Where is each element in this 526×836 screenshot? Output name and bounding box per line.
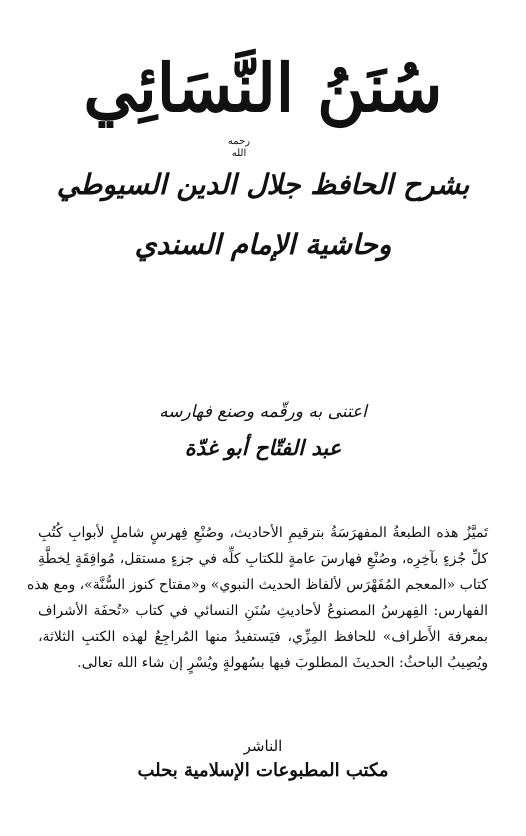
description-line: كلِّ جُزءٍ بآخِرِه، وصُنْعِ فهارسَ عامةٍ للكتابِ كلِّه في جزءٍ مستقل، مُوافِقَةٍ لِخطَّةِ bbox=[38, 551, 488, 567]
publisher-label: الناشر bbox=[243, 737, 283, 755]
description-line: الفهارس: الفِهرسُ المصنوعُ لأحاديثِ سُنَنِ النسائي في كتاب «تُحفَة الأشراف bbox=[38, 603, 488, 619]
description-line: بمعرفة الأَطراف» للحافظ المِزِّي، فيَستفيدُ منها المُراجِعُ لهذه الكتبِ الثلاثة، bbox=[38, 629, 488, 645]
publisher-name: مكتب المطبوعات الإسلامية بحلب bbox=[137, 760, 389, 781]
book-title: سُنَنُ النَّسَائِي bbox=[83, 49, 443, 127]
description-line: تَميَّزُ هذه الطبعةُ المفهرَسَةُ بترقيمِ الأحاديث، وصُنْعِ فِهرسٍ شاملٍ لأبوابِ كُتُبِ bbox=[38, 525, 488, 541]
editor-name: عبد الفتّاح أبو غدّة bbox=[184, 435, 342, 460]
edition-description bbox=[26, 520, 488, 676]
honorific-mark: رحمه الله bbox=[227, 136, 251, 159]
annotation-line: وحاشية الإمام السندي bbox=[134, 228, 392, 261]
description-line: كتاب «المعجم المُفَهْرَس لألفاظ الحديث النبوي» و«مفتاح كنوز السُّنَّة»، ومع هذه bbox=[26, 577, 488, 593]
description-line: ويُصِيبُ الباحثُ: الحديثَ المطلوبَ فيها بسُهولةٍ ويُسْرٍ إن شاء الله تعالى. bbox=[77, 655, 488, 671]
commentary-line: بشرح الحافظ جلال الدين السيوطي bbox=[56, 168, 470, 201]
editor-credit: اعتنى به ورقّمه وصنع فهارسه bbox=[159, 402, 367, 422]
